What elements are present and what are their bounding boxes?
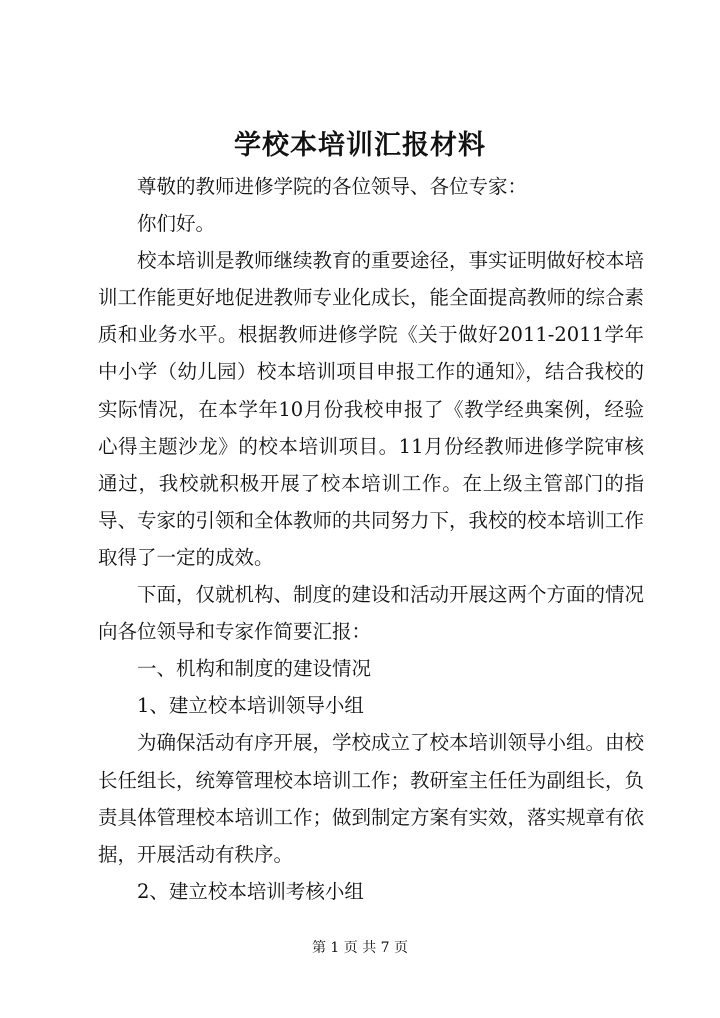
paragraph-intro: 校本培训是教师继续教育的重要途径，事实证明做好校本培训工作能更好地促进教师专业化成长，能全面提高教师的综合素质和业务水平。根据教师进修学院《关于做好2011-2011学年中小学（幼儿园）校本培训项目申报工作的通知》，结合我校的实际情况，在本学年10月份我校申报了《教学经典案例，经验心得主题沙龙》的校本培训项目。11月份经教师进修学院审核通过，我校就积极开展了校本培训工作。在上级主管部门的指导、专家的引领和全体教师的共同努力下，我校的校本培训工作取得了一定的成效。: [98, 249, 645, 569]
subsection-heading-1: 1、建立校本培训领导小组: [137, 694, 364, 718]
paragraph-outline: 下面，仅就机构、制度的建设和活动开展这两个方面的情况向各位领导和专家作简要汇报：: [98, 583, 645, 644]
paragraph-leadership: 为确保活动有序开展，学校成立了校本培训领导小组。由校长任组长，统筹管理校本培训工作；教研室主任任为副组长，负责具体管理校本培训工作；做到制定方案有实效，落实规章有依据，开展活动有秩序。: [98, 731, 645, 866]
document-title: 学校本培训汇报材料: [234, 130, 486, 161]
section-heading-1: 一、机构和制度的建设情况: [137, 657, 372, 681]
page-number: 第 1 页 共 7 页: [311, 940, 409, 956]
document-body: [98, 168, 644, 910]
paragraph-greeting: 你们好。: [137, 212, 216, 236]
subsection-heading-2: 2、建立校本培训考核小组: [137, 879, 364, 903]
paragraph-salutation: 尊敬的教师进修学院的各位领导、各位专家：: [137, 175, 528, 198]
